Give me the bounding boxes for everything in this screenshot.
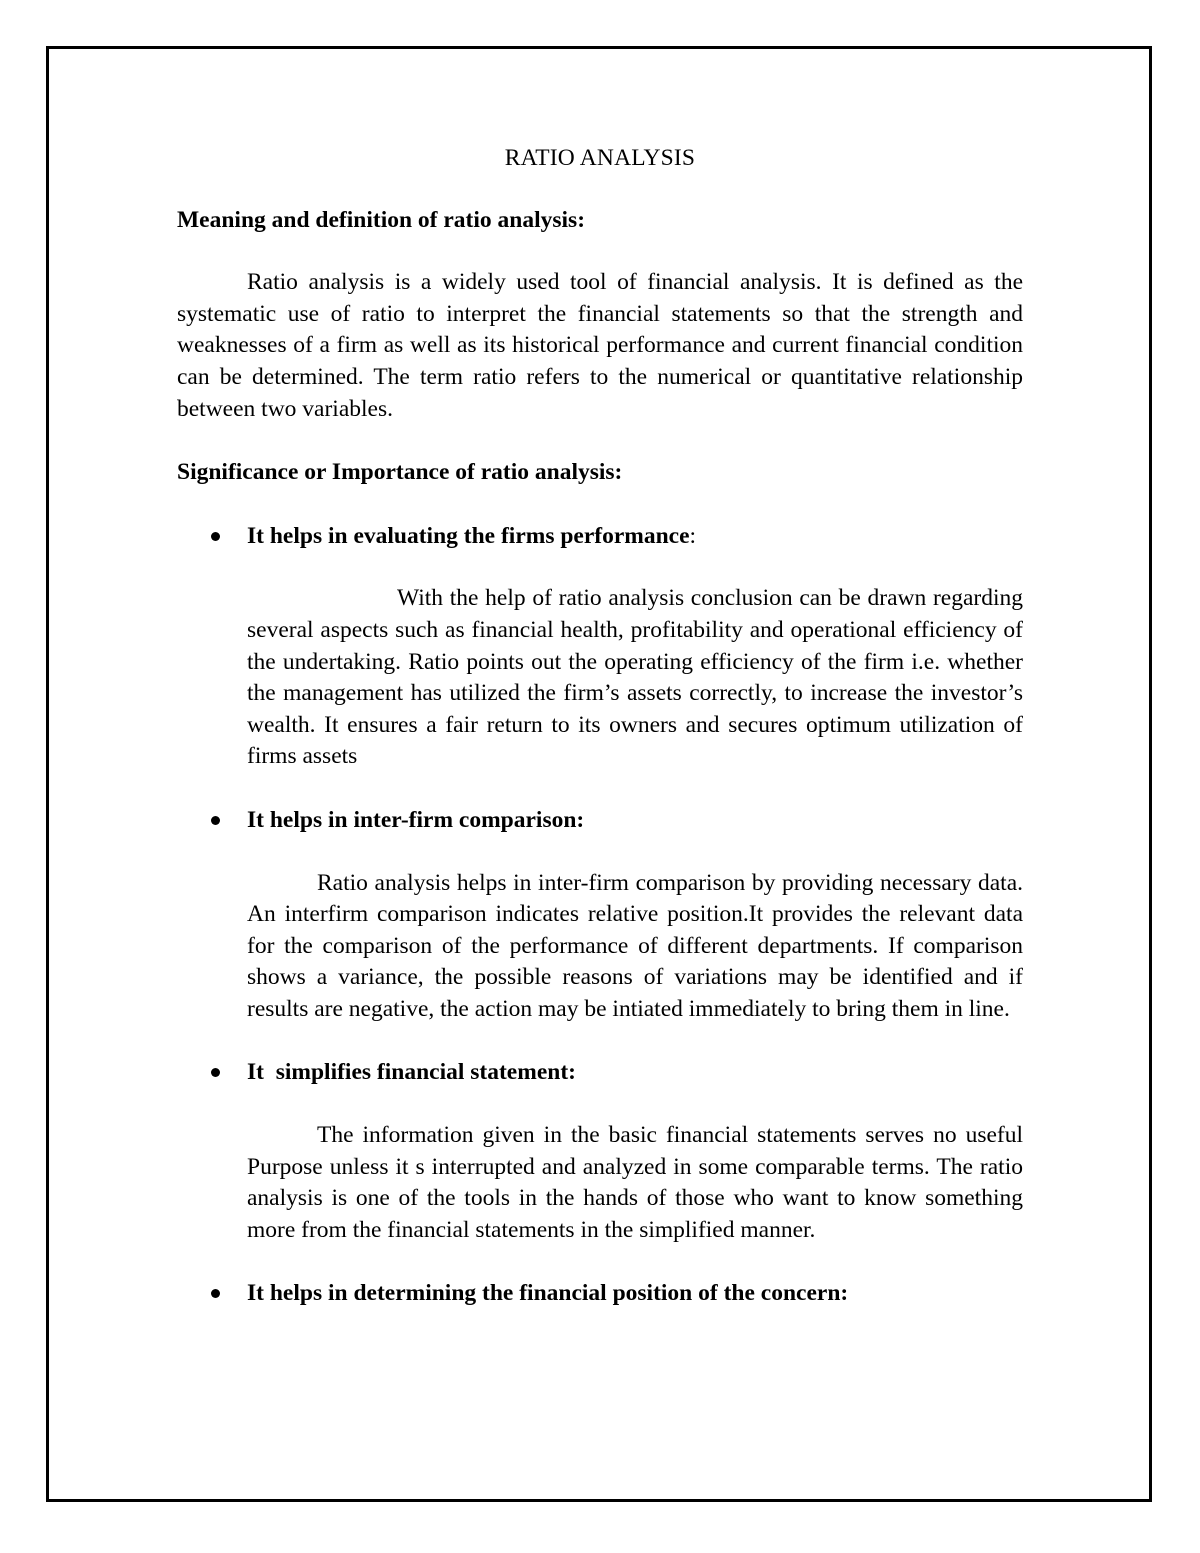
list-item-body: With the help of ratio analysis conclusion can be drawn regarding several aspects such as financial health, profitability and operational efficiency of the undertaking. Ratio points out the operating efficiency of the firm i.e. whether the management has utilized the firm’s assets correctly, to increase the investor’s wealth. It ensures a fair return to its owners and secures optimum utilization of firms assets [247, 585, 1023, 770]
section-body-meaning: Ratio analysis is a widely used tool of financial analysis. It is defined as the systematic use of ratio to interpret the financial statements so that the strength and weaknesses of a firm as well as its historical performance and current financial condition can be determined. The term ratio refers to the numerical or quantitative relationship between two variables. [177, 269, 1023, 422]
section-heading-meaning: Meaning and definition of ratio analysis: [177, 206, 586, 233]
list-item-title: It helps in determining the financial position of the concern: [247, 1280, 849, 1307]
document-title: RATIO ANALYSIS [504, 145, 696, 171]
list-item [177, 805, 1023, 1026]
list-item [177, 1057, 1023, 1246]
document-content [177, 143, 1023, 1342]
bullet-icon [211, 1289, 220, 1298]
section-heading-significance: Significance or Importance of ratio analysis: [177, 459, 623, 486]
list-item-title-suffix: : [689, 522, 697, 549]
list-item-title: It helps in inter-firm comparison: [247, 806, 585, 833]
list-item-title-text: It helps in evaluating the firms performance [247, 522, 690, 549]
list-item [177, 521, 1023, 773]
bullet-icon [211, 532, 220, 541]
list-item-body: Ratio analysis helps in inter-firm comparison by providing necessary data. An interfirm comparison indicates relative position.It provides the relevant data for the comparison of the performance of different departments. If comparison shows a variance, the possible reasons of variations may be identified and if results are negative, the action may be intiated immediately to bring them in line. [247, 869, 1023, 1022]
significance-list [177, 521, 1023, 1310]
list-item-title: It simplifies financial statement: [247, 1059, 576, 1086]
list-item [177, 1278, 1023, 1310]
bullet-icon [211, 1068, 220, 1077]
list-item-body: The information given in the basic financial statements serves no useful Purpose unless it s interrupted and analyzed in some comparable terms. The ratio analysis is one of the tools in the hands of those who want to know something more from the financial statements in the simplified manner. [247, 1122, 1023, 1243]
bullet-icon [211, 816, 220, 825]
list-item-title [247, 521, 1023, 553]
